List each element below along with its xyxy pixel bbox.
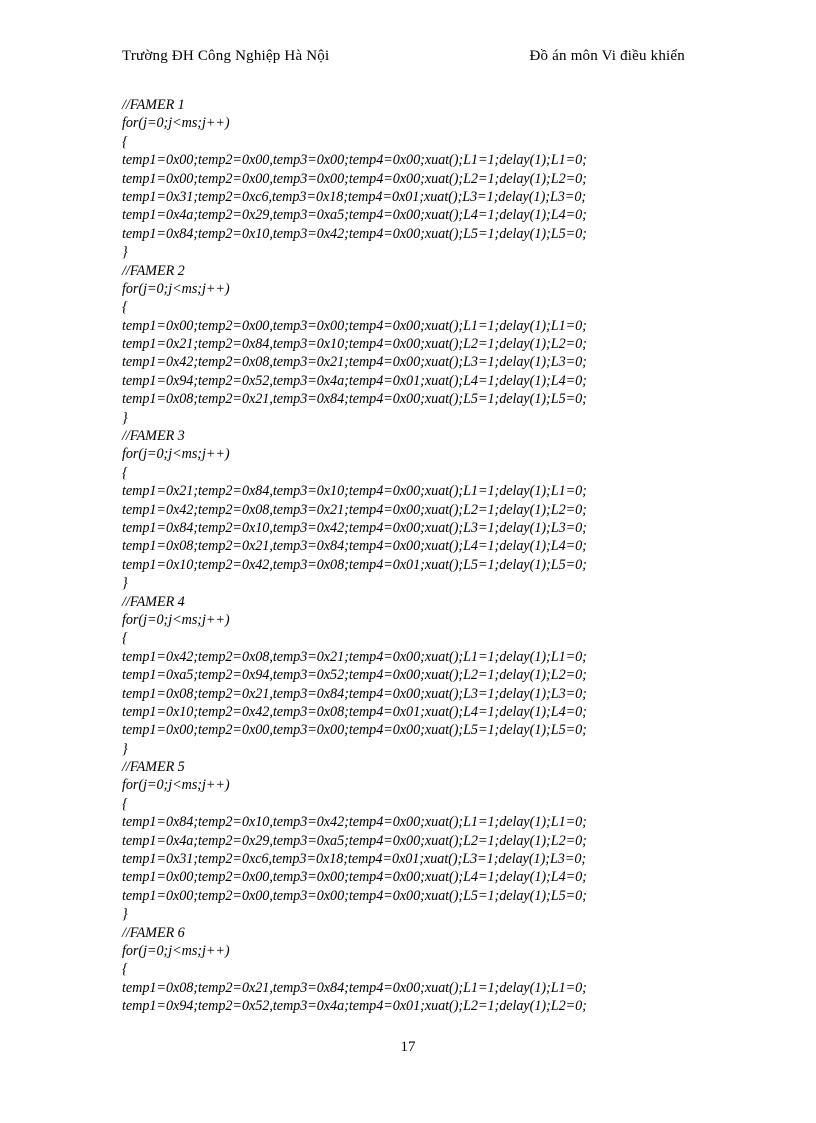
code-line: //FAMER 3 — [122, 428, 185, 445]
code-line: temp1=0x21;temp2=0x84,temp3=0x10;temp4=0x00;xuat();L1=1;delay(1);L1=0; — [122, 483, 587, 500]
code-line: for(j=0;j<ms;j++) — [122, 115, 230, 132]
header-school-name: Trường ĐH Công Nghiệp Hà Nội — [122, 48, 330, 64]
code-line: for(j=0;j<ms;j++) — [122, 942, 230, 959]
code-line: temp1=0x21;temp2=0x84,temp3=0x10;temp4=0x00;xuat();L2=1;delay(1);L2=0; — [122, 336, 587, 353]
code-line: } — [122, 575, 128, 592]
header-project-title: Đồ án môn Vi điều khiển — [529, 48, 685, 64]
page-header — [122, 48, 685, 70]
code-line: temp1=0x31;temp2=0xc6,temp3=0x18;temp4=0x01;xuat();L3=1;delay(1);L3=0; — [122, 851, 587, 868]
code-line: } — [122, 906, 128, 923]
code-line: temp1=0x4a;temp2=0x29,temp3=0xa5;temp4=0x00;xuat();L4=1;delay(1);L4=0; — [122, 207, 587, 224]
code-line: for(j=0;j<ms;j++) — [122, 777, 230, 794]
code-line: temp1=0xa5;temp2=0x94,temp3=0x52;temp4=0x00;xuat();L2=1;delay(1);L2=0; — [122, 667, 587, 684]
code-line: //FAMER 5 — [122, 759, 185, 776]
code-line: temp1=0x08;temp2=0x21,temp3=0x84;temp4=0x00;xuat();L5=1;delay(1);L5=0; — [122, 391, 587, 408]
code-line: } — [122, 409, 128, 426]
code-line: for(j=0;j<ms;j++) — [122, 611, 230, 628]
code-line: temp1=0x31;temp2=0xc6,temp3=0x18;temp4=0x01;xuat();L3=1;delay(1);L3=0; — [122, 188, 587, 205]
code-line: { — [122, 630, 128, 647]
code-line: temp1=0x94;temp2=0x52,temp3=0x4a;temp4=0x01;xuat();L2=1;delay(1);L2=0; — [122, 998, 587, 1015]
code-line: { — [122, 133, 128, 150]
code-line: for(j=0;j<ms;j++) — [122, 280, 230, 297]
page-number: 17 — [400, 1039, 416, 1055]
code-line: { — [122, 299, 128, 316]
code-line: temp1=0x08;temp2=0x21,temp3=0x84;temp4=0x00;xuat();L4=1;delay(1);L4=0; — [122, 538, 587, 555]
code-line: temp1=0x94;temp2=0x52,temp3=0x4a;temp4=0x01;xuat();L4=1;delay(1);L4=0; — [122, 372, 587, 389]
code-line: } — [122, 244, 128, 261]
code-line: //FAMER 6 — [122, 924, 185, 941]
code-line: temp1=0x84;temp2=0x10,temp3=0x42;temp4=0x00;xuat();L5=1;delay(1);L5=0; — [122, 225, 587, 242]
code-line: temp1=0x42;temp2=0x08,temp3=0x21;temp4=0x00;xuat();L2=1;delay(1);L2=0; — [122, 501, 587, 518]
code-line: } — [122, 740, 128, 757]
code-line: //FAMER 4 — [122, 593, 185, 610]
code-line: temp1=0x84;temp2=0x10,temp3=0x42;temp4=0x00;xuat();L3=1;delay(1);L3=0; — [122, 519, 587, 536]
code-line: temp1=0x42;temp2=0x08,temp3=0x21;temp4=0x00;xuat();L1=1;delay(1);L1=0; — [122, 648, 587, 665]
code-listing — [122, 96, 692, 1016]
code-line: { — [122, 795, 128, 812]
code-line: temp1=0x4a;temp2=0x29,temp3=0xa5;temp4=0x00;xuat();L2=1;delay(1);L2=0; — [122, 832, 587, 849]
code-line: temp1=0x10;temp2=0x42,temp3=0x08;temp4=0x01;xuat();L4=1;delay(1);L4=0; — [122, 703, 587, 720]
code-line: { — [122, 961, 128, 978]
code-line: for(j=0;j<ms;j++) — [122, 446, 230, 463]
code-line: temp1=0x00;temp2=0x00,temp3=0x00;temp4=0x00;xuat();L4=1;delay(1);L4=0; — [122, 869, 587, 886]
code-line: temp1=0x10;temp2=0x42,temp3=0x08;temp4=0x01;xuat();L5=1;delay(1);L5=0; — [122, 556, 587, 573]
code-line: temp1=0x00;temp2=0x00,temp3=0x00;temp4=0x00;xuat();L1=1;delay(1);L1=0; — [122, 152, 587, 169]
code-line: temp1=0x08;temp2=0x21,temp3=0x84;temp4=0x00;xuat();L1=1;delay(1);L1=0; — [122, 979, 587, 996]
code-line: //FAMER 2 — [122, 262, 185, 279]
code-line: //FAMER 1 — [122, 97, 185, 113]
code-line: temp1=0x00;temp2=0x00,temp3=0x00;temp4=0x00;xuat();L5=1;delay(1);L5=0; — [122, 887, 587, 904]
code-line: temp1=0x00;temp2=0x00,temp3=0x00;temp4=0x00;xuat();L2=1;delay(1);L2=0; — [122, 170, 587, 187]
code-line: { — [122, 464, 128, 481]
code-line: temp1=0x00;temp2=0x00,temp3=0x00;temp4=0x00;xuat();L1=1;delay(1);L1=0; — [122, 317, 587, 334]
code-line: temp1=0x00;temp2=0x00,temp3=0x00;temp4=0x00;xuat();L5=1;delay(1);L5=0; — [122, 722, 587, 739]
code-line: temp1=0x08;temp2=0x21,temp3=0x84;temp4=0x00;xuat();L3=1;delay(1);L3=0; — [122, 685, 587, 702]
code-line: temp1=0x42;temp2=0x08,temp3=0x21;temp4=0x00;xuat();L3=1;delay(1);L3=0; — [122, 354, 587, 371]
code-line: temp1=0x84;temp2=0x10,temp3=0x42;temp4=0x00;xuat();L1=1;delay(1);L1=0; — [122, 814, 587, 831]
